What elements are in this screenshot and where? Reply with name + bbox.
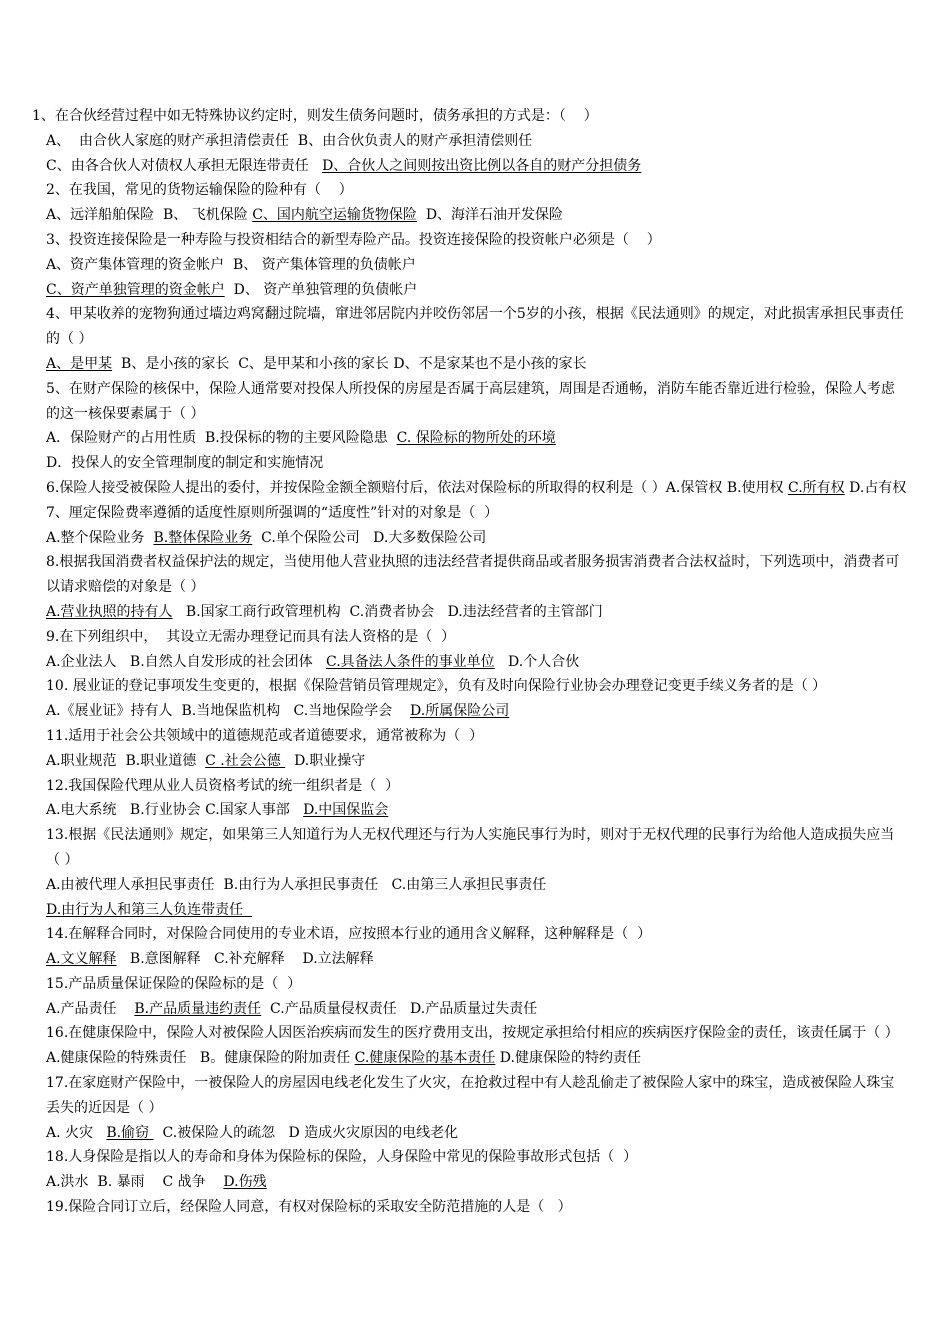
document-line <box>46 426 908 451</box>
document-line <box>46 749 908 774</box>
line-text: A、远洋船舶保险 B、 飞机保险 <box>46 207 253 224</box>
document-line <box>46 600 908 625</box>
document-line <box>46 203 908 228</box>
line-text: D．投保人的安全管理制度的制定和实施情况 <box>46 455 324 472</box>
answer-underlined: C、国内航空运输货物保险 <box>252 207 417 224</box>
document-line <box>46 1021 908 1046</box>
answer-underlined: D.伤残 <box>223 1174 267 1191</box>
line-text: A.产品责任 <box>46 1000 135 1017</box>
document-line <box>46 798 908 823</box>
answer-underlined: C. 保险标的物所处的环境 <box>396 430 556 447</box>
line-text: C.被保险人的疏忽 D 造成火灾原因的电线老化 <box>153 1124 459 1141</box>
line-text: B.国家工商行政管理机构 C.消费者协会 D.违法经营者的主管部门 <box>172 603 603 620</box>
line-text: B、是小孩的家长 C、是甲某和小孩的家长 D、不是家某也不是小孩的家长 <box>112 355 587 372</box>
line-text: A. 火灾 <box>46 1124 107 1141</box>
answer-underlined: A.文义解释 <box>46 951 117 968</box>
answer-underlined: B.整体保险业务 <box>153 529 253 546</box>
document-line <box>46 724 908 749</box>
line-text: B.意图解释 C.补充解释 D.立法解释 <box>116 951 374 968</box>
document-line <box>46 228 908 253</box>
document-line <box>46 451 908 476</box>
document-line <box>46 699 908 724</box>
line-text: 10. 展业证的登记事项发生变更的，根据《保险营销员管理规定》，负有及时向保险行业协会办理登记变更手续义务者的是（ ） <box>46 678 827 695</box>
line-text: 17.在家庭财产保险中，一被保险人的房屋因电线老化发生了火灾，在抢救过程中有人趁乱偷走了被保险人家中的珠宝，造成被保险人珠宝丢失的近因是（ ） <box>46 1075 895 1116</box>
document-line <box>46 873 908 898</box>
line-text: A、资产集体管理的资金帐户 B、 资产集体管理的负债帐户 <box>46 256 416 273</box>
answer-underlined: D.中国保监会 <box>303 802 389 819</box>
document-line <box>46 625 908 650</box>
document-line <box>46 823 908 873</box>
line-text: 15.产品质量保证保险的保险标的是（ ） <box>46 975 302 992</box>
document-line <box>46 1071 908 1121</box>
document-line <box>46 377 908 427</box>
document-line <box>46 352 908 377</box>
line-text: A.洪水 B. 暴雨 C 战争 <box>46 1174 224 1191</box>
document-line <box>46 774 908 799</box>
line-text: 16.在健康保险中，保险人对被保险人因医治疾病而发生的医疗费用支出，按规定承担给付相应的疾病医疗保险金的责任，该责任属于（ ） <box>46 1025 899 1042</box>
document-line <box>46 178 908 203</box>
document-line <box>46 154 908 179</box>
line-text: 9.在下列组织中， 其设立无需办理登记而具有法人资格的是（ ） <box>46 628 456 645</box>
document-line <box>46 550 908 600</box>
document-line <box>32 104 908 129</box>
document-line <box>46 129 908 154</box>
line-text: 13.根据《民法通则》规定，如果第三人知道行为人无权代理还与行为人实施民事行为时，则对于无权代理的民事行为给他人造成损失应当（ ） <box>46 827 895 868</box>
line-text: C.产品质量侵权责任 D.产品质量过失责任 <box>261 1000 538 1017</box>
line-text: A.《展业证》持有人 B.当地保监机构 C.当地保险学会 <box>46 703 411 720</box>
answer-underlined: B.偷窃 <box>106 1124 154 1141</box>
line-text: A.健康保险的特殊责任 B。健康保险的附加责任 <box>46 1050 355 1067</box>
document-line <box>46 922 908 947</box>
line-text: A、 由合伙人家庭的财产承担清偿责任 B、由合伙负责人的财产承担清偿则任 <box>46 132 533 149</box>
document-line <box>46 947 908 972</box>
question-document <box>32 104 908 1220</box>
line-text: A.职业规范 B.职业道德 <box>46 752 206 769</box>
line-text: 6.保险人接受被保险人提出的委付，并按保险金额全额赔付后，依法对保险标的所取得的权利是（ ）A.保管权 B.使用权 <box>46 479 789 496</box>
document-line <box>46 972 908 997</box>
document-line <box>46 501 908 526</box>
document-line <box>46 997 908 1022</box>
answer-underlined: C.健康保险的基本责任 <box>354 1050 496 1067</box>
line-text: 18.人身保险是指以人的寿命和身体为保险标的保险，人身保险中常见的保险事故形式包括（ ） <box>46 1149 638 1166</box>
document-line <box>46 1046 908 1071</box>
document-line <box>46 253 908 278</box>
line-text: D.健康保险的特约责任 <box>495 1050 641 1067</box>
answer-underlined: C.具备法人条件的事业单位 <box>326 653 495 670</box>
line-text: C、由各合伙人对债权人承担无限连带责任 <box>46 157 323 174</box>
line-text: 2、在我国，常见的货物运输保险的险种有（ ） <box>46 182 353 199</box>
line-text: A.整个保险业务 <box>46 529 154 546</box>
answer-underlined: A、是甲某 <box>46 355 113 372</box>
line-text: 8.根据我国消费者权益保护法的规定，当使用他人营业执照的违法经营者提供商品或者服务损害消费者合法权益时，下列选项中，消费者可以请求赔偿的对象是（ ） <box>46 554 900 596</box>
line-text: D.职业操守 <box>285 752 366 769</box>
answer-underlined: D.由行为人和第三人负连带责任 <box>46 901 253 918</box>
answer-underlined: D.所属保险公司 <box>410 703 510 720</box>
line-text: D、 资产单独管理的负债帐户 <box>224 281 418 298</box>
document-line <box>46 1121 908 1146</box>
answer-underlined: C .社会公德 <box>205 752 286 769</box>
line-text: 19.保险合同订立后，经保险人同意，有权对保险标的采取安全防范措施的人是（ ） <box>46 1199 572 1216</box>
document-line <box>46 1195 908 1220</box>
line-text: A.企业法人 B.自然人自发形成的社会团体 <box>46 653 326 670</box>
document-line <box>46 898 908 923</box>
document-line <box>46 650 908 675</box>
answer-underlined: C、资产单独管理的资金帐户 <box>46 281 225 298</box>
line-text: 7、厘定保险费率遵循的适度性原则所强调的“适度性”针对的对象是（ ） <box>46 504 499 521</box>
line-text: D.占有权 <box>844 479 907 496</box>
document-line <box>46 1170 908 1195</box>
document-line <box>46 674 908 699</box>
document-line <box>46 476 908 501</box>
answer-underlined: A.营业执照的持有人 <box>46 603 173 620</box>
document-line <box>46 1145 908 1170</box>
answer-underlined: D、合伙人之间则按出资比例以各自的财产分担债务 <box>322 157 642 174</box>
line-text: 1、在合伙经营过程中如无特殊协议约定时，则发生债务问题时，债务承担的方式是：（ ） <box>32 108 598 124</box>
line-text: A.电大系统 B.行业协会 C.国家人事部 <box>46 802 304 819</box>
line-text: 4、甲某收养的宠物狗通过墙边鸡窝翻过院墙，窜进邻居院内并咬伤邻居一个5岁的小孩，根据《民法通则》的规定，对此损害承担民事责任的（ ） <box>46 306 904 348</box>
answer-underlined: B.产品质量违约责任 <box>134 1000 262 1017</box>
line-text: 5、在财产保险的核保中，保险人通常要对投保人所投保的房屋是否属于高层建筑，周围是否通畅，消防车能否靠近进行检验，保险人考虑的这一核保要素属于（ ） <box>46 380 895 422</box>
line-text: 14.在解释合同时，对保险合同使用的专业术语，应按照本行业的通用含义解释，这种解释是（ ） <box>46 926 652 943</box>
line-text: 11.适用于社会公共领域中的道德规范或者道德要求，通常被称为（ ） <box>46 727 484 744</box>
answer-underlined: C.所有权 <box>788 479 845 496</box>
line-text: 12.我国保险代理从业人员资格考试的统一组织者是（ ） <box>46 777 400 794</box>
document-line <box>46 302 908 352</box>
line-text: D.个人合伙 <box>494 653 580 670</box>
document-line <box>46 278 908 303</box>
line-text: 3、投资连接保险是一种寿险与投资相结合的新型寿险产品。投资连接保险的投资帐户必须是（ ） <box>46 231 661 248</box>
line-text: C.单个保险公司 D.大多数保险公司 <box>252 529 487 546</box>
line-text: A．保险财产的占用性质 B.投保标的物的主要风险隐患 <box>46 430 397 447</box>
document-line <box>46 526 908 551</box>
line-text: A.由被代理人承担民事责任 B.由行为人承担民事责任 C.由第三人承担民事责任 <box>46 876 547 893</box>
line-text: D、海洋石油开发保险 <box>416 207 564 224</box>
